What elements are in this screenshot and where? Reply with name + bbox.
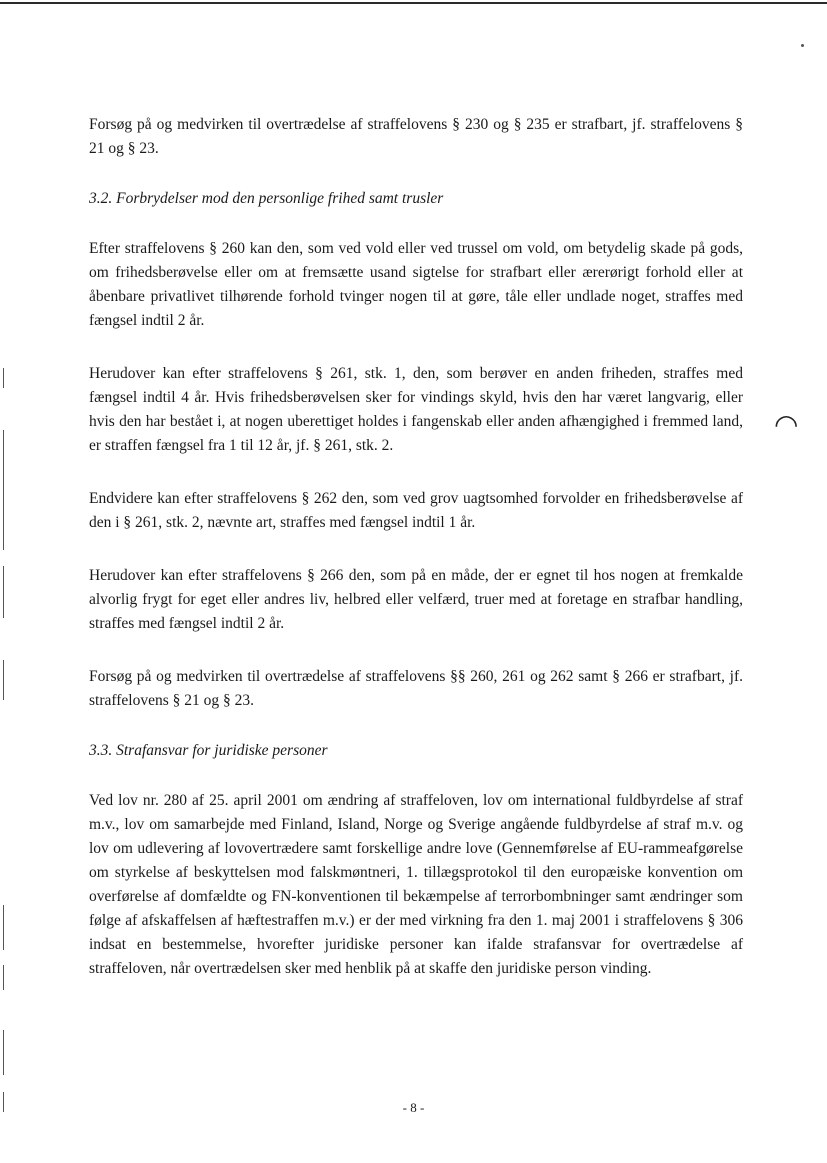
margin-mark-glyph: ◠ — [774, 408, 799, 441]
section-heading-3-2: 3.2. Forbrydelser mod den personlige frihed samt trusler — [89, 190, 444, 207]
paragraph-section-260: Efter straffelovens § 260 kan den, som ved vold eller ved trussel om vold, om betydelig skade på gods, om frihedsberøvelse eller om at fremsætte usand sigtelse for strafbart eller ærerørigt forhold eller at åbenbare privatlivet tilhørende forhold tvinger nogen til at gøre, tåle eller undlade noget, straffes med fængsel indtil 2 år. — [89, 240, 743, 329]
paragraph-section-266: Herudover kan efter straffelovens § 266 den, som på en måde, der er egnet til hos nogen at fremkalde alvorlig frygt for eget eller andres liv, helbred eller velfærd, truer med at foretage en strafbar handling, straffes med fængsel indtil 2 år. — [89, 567, 743, 632]
scan-artifact-left-5 — [3, 905, 4, 950]
page-number: - 8 - — [402, 1100, 425, 1115]
section-heading-3-3: 3.3. Strafansvar for juridiske personer — [89, 742, 328, 759]
paragraph-attempt-230-235: Forsøg på og medvirken til overtrædelse af straffelovens § 230 og § 235 er strafbart, jf. straffelovens § 21 og § 23. — [89, 116, 743, 157]
paragraph-section-306: Ved lov nr. 280 af 25. april 2001 om ændring af straffeloven, lov om international fuldbyrdelse af straf m.v., lov om samarbejde med Finland, Island, Norge og Sverige angående fuldbyrdelse af straf m.v. og lov om udlevering af lovovertrædere samt forskellige andre love (Gennemførelse af EU-rammeafgørelse om styrkelse af beskyttelsen mod falskmøntneri, 1. tillægsprotokol til den europæiske konvention om overførelse af domfældte og FN-konventionen til bekæmpelse af terrorbombninger samt ændringer som følge af afskaffelsen af hæftestraffen m.v.) er der med virkning fra den 1. maj 2001 i straffelovens § 306 indsat en bestemmelse, hvorefter juridiske personer kan ifalde strafansvar for overtrædelse af straffeloven, når overtrædelsen sker med henblik på at skaffe den juridiske person vinding. — [89, 792, 743, 977]
scan-artifact-left-4 — [3, 660, 4, 700]
scan-artifact-left-7 — [3, 1030, 4, 1075]
paragraph-section-262: Endvidere kan efter straffelovens § 262 den, som ved grov uagtsomhed forvolder en frihedsberøvelse af den i § 261, stk. 2, nævnte art, straffes med fængsel indtil 1 år. — [89, 490, 743, 531]
scan-artifact-left-1 — [3, 368, 4, 388]
document-page — [89, 113, 743, 981]
top-border-rule — [0, 2, 827, 4]
paragraph-attempt-260-266: Forsøg på og medvirken til overtrædelse af straffelovens §§ 260, 261 og 262 samt § 266 er strafbart, jf. straffelovens § 21 og § 23. — [89, 668, 743, 709]
scan-artifact-left-3 — [3, 566, 4, 618]
scan-artifact-right-dot — [801, 44, 804, 47]
scan-artifact-left-2 — [3, 430, 4, 550]
paragraph-section-261: Herudover kan efter straffelovens § 261, stk. 1, den, som berøver en anden friheden, straffes med fængsel indtil 4 år. Hvis frihedsberøvelsen sker for vindings skyld, hvis den har været langvarig, eller hvis den har bestået i, at nogen uberettiget holdes i fangenskab eller anden afhængighed i fremmed land, er straffen fængsel fra 1 til 12 år, jf. § 261, stk. 2. — [89, 365, 743, 454]
scan-artifact-left-6 — [3, 965, 4, 990]
